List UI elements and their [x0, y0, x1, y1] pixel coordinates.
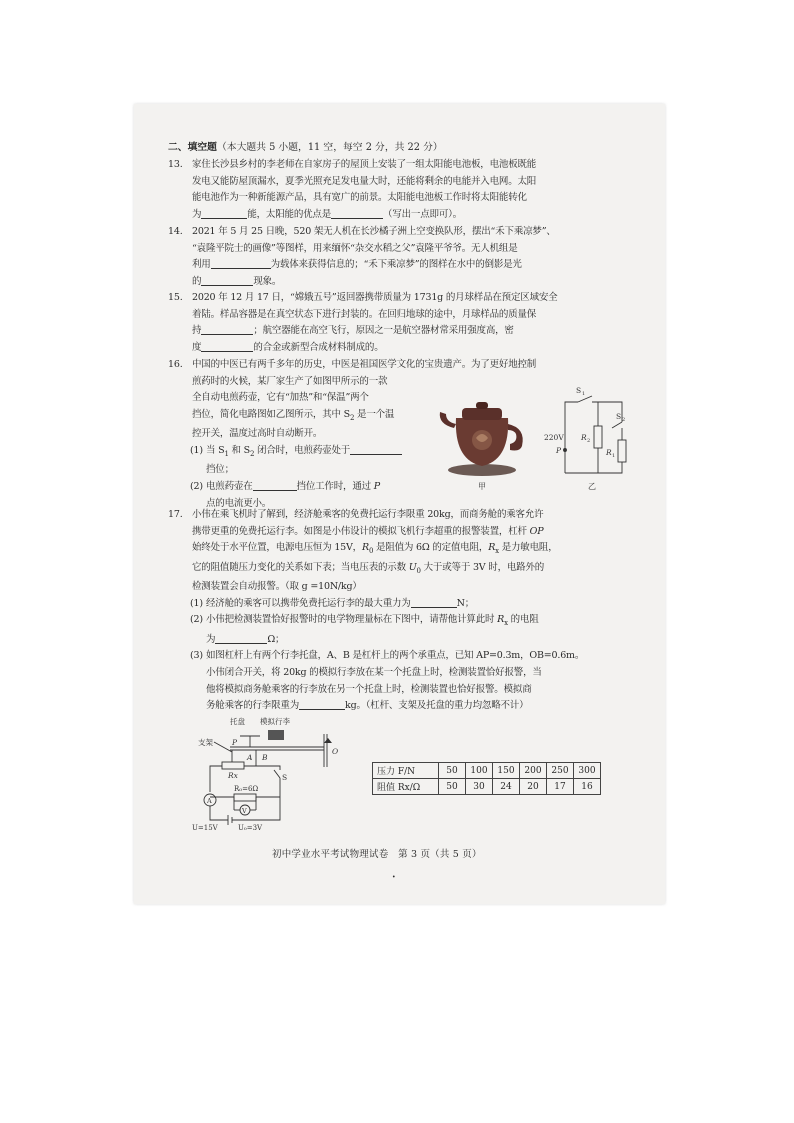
question-text: 小伟在乘飞机时了解到，经济舱乘客的免费托运行李限重 20kg，而商务舱的乘客允许 [192, 509, 544, 520]
question-text: 大于或等于 3V 时，电路外的 [420, 561, 545, 573]
question-text: 当 S [206, 444, 225, 456]
question-17 [168, 507, 662, 715]
table-cell: 17 [547, 779, 574, 795]
table-cell: 250 [547, 763, 574, 779]
answer-blank[interactable] [253, 479, 297, 491]
question-text: 是一个温 [354, 408, 395, 420]
table-row [373, 763, 601, 779]
answer-blank[interactable] [331, 207, 383, 219]
question-text: 小伟闭合开关，将 20kg 的模拟行李放在某一个托盘上时，检测装置恰好报警，当 [206, 667, 542, 679]
question-text: 发电又能防屋顶漏水，夏季光照充足发电量大时，还能将剩余的电能并入电网。太阳 [192, 175, 537, 187]
pivot-o-label: O [332, 747, 339, 756]
question-text: 的电阻 [507, 614, 539, 626]
question-text: 家住长沙县乡村的李老师在自家房子的屋顶上安装了一组太阳能电池板，电池板既能 [192, 159, 537, 170]
table-cell: 50 [439, 779, 466, 795]
voltage-label: 220V [544, 433, 564, 442]
subscript: x [504, 619, 508, 628]
page-footer: 初中学业水平考试物理试卷 第 3 页（共 5 页） [272, 849, 482, 860]
answer-blank[interactable] [299, 698, 345, 710]
question-text: 为 [206, 633, 216, 645]
switch-s1-label: S [576, 386, 582, 395]
question-text: kg。（杠杆、支架及托盘的重力均忽略不计） [345, 700, 529, 712]
force-resistance-table [372, 762, 601, 795]
table-cell: 150 [493, 763, 520, 779]
subscript: 1 [224, 449, 229, 458]
voltmeter-icon: V [242, 807, 247, 815]
question-number: 14. [168, 226, 183, 237]
table-cell: 50 [439, 763, 466, 779]
question-text: 是阻值为 6Ω 的定值电阻， [373, 542, 489, 554]
question-number: 17. [168, 509, 183, 520]
question-text: 它的阻值随压力变化的关系如下表；当电压表的示数 [192, 561, 409, 573]
answer-blank[interactable] [201, 274, 253, 286]
question-text: R [497, 614, 505, 626]
question-text: 始终处于水平位置，电源电压恒为 15V， [192, 542, 362, 554]
question-text: 点的电流更小。 [206, 497, 272, 509]
question-text: 度 [192, 341, 202, 353]
question-text: 他将模拟商务舱乘客的行李放在另一个托盘上时，检测装置也恰好报警。模拟商 [206, 683, 532, 695]
question-14 [168, 224, 662, 290]
question-text: 煎药时的火候，某厂家生产了如图甲所示的一款 [192, 375, 388, 387]
answer-blank[interactable] [350, 443, 402, 455]
subscript: 2 [349, 413, 355, 422]
source-voltage-label: U=15V [192, 824, 218, 832]
table-cell: 20 [520, 779, 547, 795]
point-b-label: B [262, 753, 268, 762]
question-text: 电煎药壶在 [206, 480, 253, 492]
question-text: 的合金或新型合成材料制成的。 [253, 341, 384, 353]
sub-question-number: (1) [190, 597, 203, 609]
circuit-figure-yi [564, 396, 627, 473]
question-text: R [361, 542, 369, 554]
subscript: 1 [612, 453, 616, 459]
answer-blank[interactable] [211, 257, 271, 269]
sub-question-number: (2) [190, 614, 203, 626]
point-p-label: P [232, 738, 238, 747]
sub-question-number: (1) [190, 444, 203, 456]
switch-s2-label: S [616, 412, 622, 421]
question-text: 经济舱的乘客可以携带免费托运行李的最大重力为 [206, 597, 411, 609]
question-text: 挡位，简化电路图如乙图所示，其中 S [192, 408, 350, 420]
answer-blank[interactable] [411, 596, 457, 608]
question-number: 16. [168, 359, 183, 370]
question-text: 务舱乘客的行李限重为 [206, 700, 300, 712]
question-text: 全自动电煎药壶，它有“加热”和“保温”两个 [192, 392, 369, 404]
question-text: 能，太阳能的优点是 [247, 208, 332, 220]
table-cell: 300 [574, 763, 601, 779]
question-text: 持 [192, 325, 202, 337]
tray-label: 托盘 [230, 717, 245, 726]
question-text: OP [529, 525, 544, 537]
resistor-r2-label: R [581, 433, 587, 442]
question-text: 为 [192, 208, 202, 220]
q16-figures [430, 378, 630, 493]
question-text: 检测装置会自动报警。（取 g =10N/kg） [192, 581, 362, 593]
question-text: 是力敏电阻， [498, 542, 558, 554]
section-heading [168, 140, 443, 157]
answer-blank[interactable] [215, 632, 267, 644]
subscript: 1 [582, 391, 586, 397]
page-mark: • [392, 874, 396, 881]
table-cell: 16 [574, 779, 601, 795]
luggage-label: 模拟行李 [260, 717, 290, 726]
table-cell: 24 [493, 779, 520, 795]
question-text: 挡位； [206, 464, 234, 476]
subscript: 2 [249, 449, 255, 458]
table-row [373, 779, 601, 795]
subscript: 2 [622, 417, 626, 423]
question-text: 闭合时，电煎药壶处于 [254, 444, 351, 456]
question-text: 能电池作为一种新能源产品，具有宽广的前景。太阳能电池板工作时将太阳能转化 [192, 192, 527, 204]
question-text: 和 S [228, 444, 250, 456]
subscript: 0 [368, 547, 374, 556]
table-cell: 200 [520, 763, 547, 779]
question-text: 如图杠杆上有两个行李托盘，A、B 是杠杆上的两个承重点，已知 AP=0.3m，OB=0.6m。 [206, 650, 585, 662]
table-cell: 100 [466, 763, 493, 779]
question-text: N； [456, 597, 475, 609]
question-15 [168, 290, 662, 356]
table-header-cell: 压力 F/N [373, 763, 439, 779]
ammeter-icon: A [207, 797, 212, 805]
question-text: 中国的中医已有两千多年的历史，中医是祖国医学文化的宝贵遗产。为了更好地控制 [192, 359, 537, 370]
question-text: （写出一点即可）。 [383, 208, 462, 220]
question-text: P [373, 480, 380, 492]
answer-blank[interactable] [201, 323, 253, 335]
question-text: 小伟把检测装置恰好报警时的电学物理量标在下图中，请帮他计算此时 [206, 614, 498, 626]
sub-question-number: (2) [190, 480, 203, 492]
question-text: ；航空器能在高空飞行，原因之一是航空器材常采用强度高，密 [253, 325, 514, 337]
question-text: 着陆。样品容器是在真空状态下进行封装的。在回归地球的途中，月球样品的质量保 [192, 308, 537, 320]
question-text: 携带更重的免费托运行李。如图是小伟设计的模拟飞机行李超重的报警装置，杠杆 [192, 525, 530, 537]
question-text: 控开关，温度过高时自动断开。 [192, 428, 323, 440]
r0-label: R₀=6Ω [234, 785, 259, 793]
question-text: 2021 年 5 月 25 日晚，520 架无人机在长沙橘子洲上空变换队形，摆出“禾下乘凉梦”、 [192, 226, 556, 237]
sub-question-number: (3) [190, 650, 203, 662]
subscript: 0 [416, 566, 421, 575]
table-header-cell: 阻值 Rx/Ω [373, 779, 439, 795]
question-text: 为载体来获得信息的；“禾下乘凉梦”的图样在水中的倒影是光 [270, 259, 522, 271]
table-cell: 30 [466, 779, 493, 795]
switch-s-label: S [282, 773, 288, 782]
section-note: （本大题共 5 小题，11 空，每空 2 分，共 22 分） [216, 142, 443, 153]
question-13 [168, 157, 662, 223]
point-p-label: P [556, 446, 562, 455]
question-text: 2020 年 12 月 17 日，“嫦娥五号”返回器携带质量为 1731g 的月球样品在预定区域安全 [192, 292, 558, 303]
answer-blank[interactable] [201, 340, 253, 352]
question-text: 利用 [192, 259, 211, 271]
answer-blank[interactable] [201, 207, 247, 219]
question-text: 现象。 [253, 275, 282, 287]
question-text: 挡位工作时，通过 [296, 480, 374, 492]
alarm-device-diagram [192, 712, 352, 832]
luggage-block [268, 730, 284, 740]
point-a-label: A [247, 753, 253, 762]
section-title: 二、填空题 [168, 142, 217, 153]
figure-label-jia: 甲 [478, 482, 486, 491]
subscript: 2 [587, 438, 591, 444]
question-text: 的 [192, 275, 202, 287]
figure-label-yi: 乙 [588, 482, 596, 491]
alarm-voltage-label: U₀=3V [238, 824, 263, 832]
support-label: 支架 [198, 738, 213, 747]
question-number: 15. [168, 292, 183, 303]
question-text: Ω； [267, 633, 285, 645]
question-text: R [488, 542, 496, 554]
resistor-r1-label: R [606, 448, 612, 457]
subscript: x [495, 547, 499, 556]
rx-label: Rx [228, 771, 238, 780]
question-text: “袁隆平院士的画像”等图样，用来缅怀“杂交水稻之父”袁隆平爷爷。无人机组是 [192, 242, 518, 254]
kettle-figure-jia [440, 402, 523, 491]
question-text: U [408, 561, 417, 573]
question-number: 13. [168, 159, 183, 170]
